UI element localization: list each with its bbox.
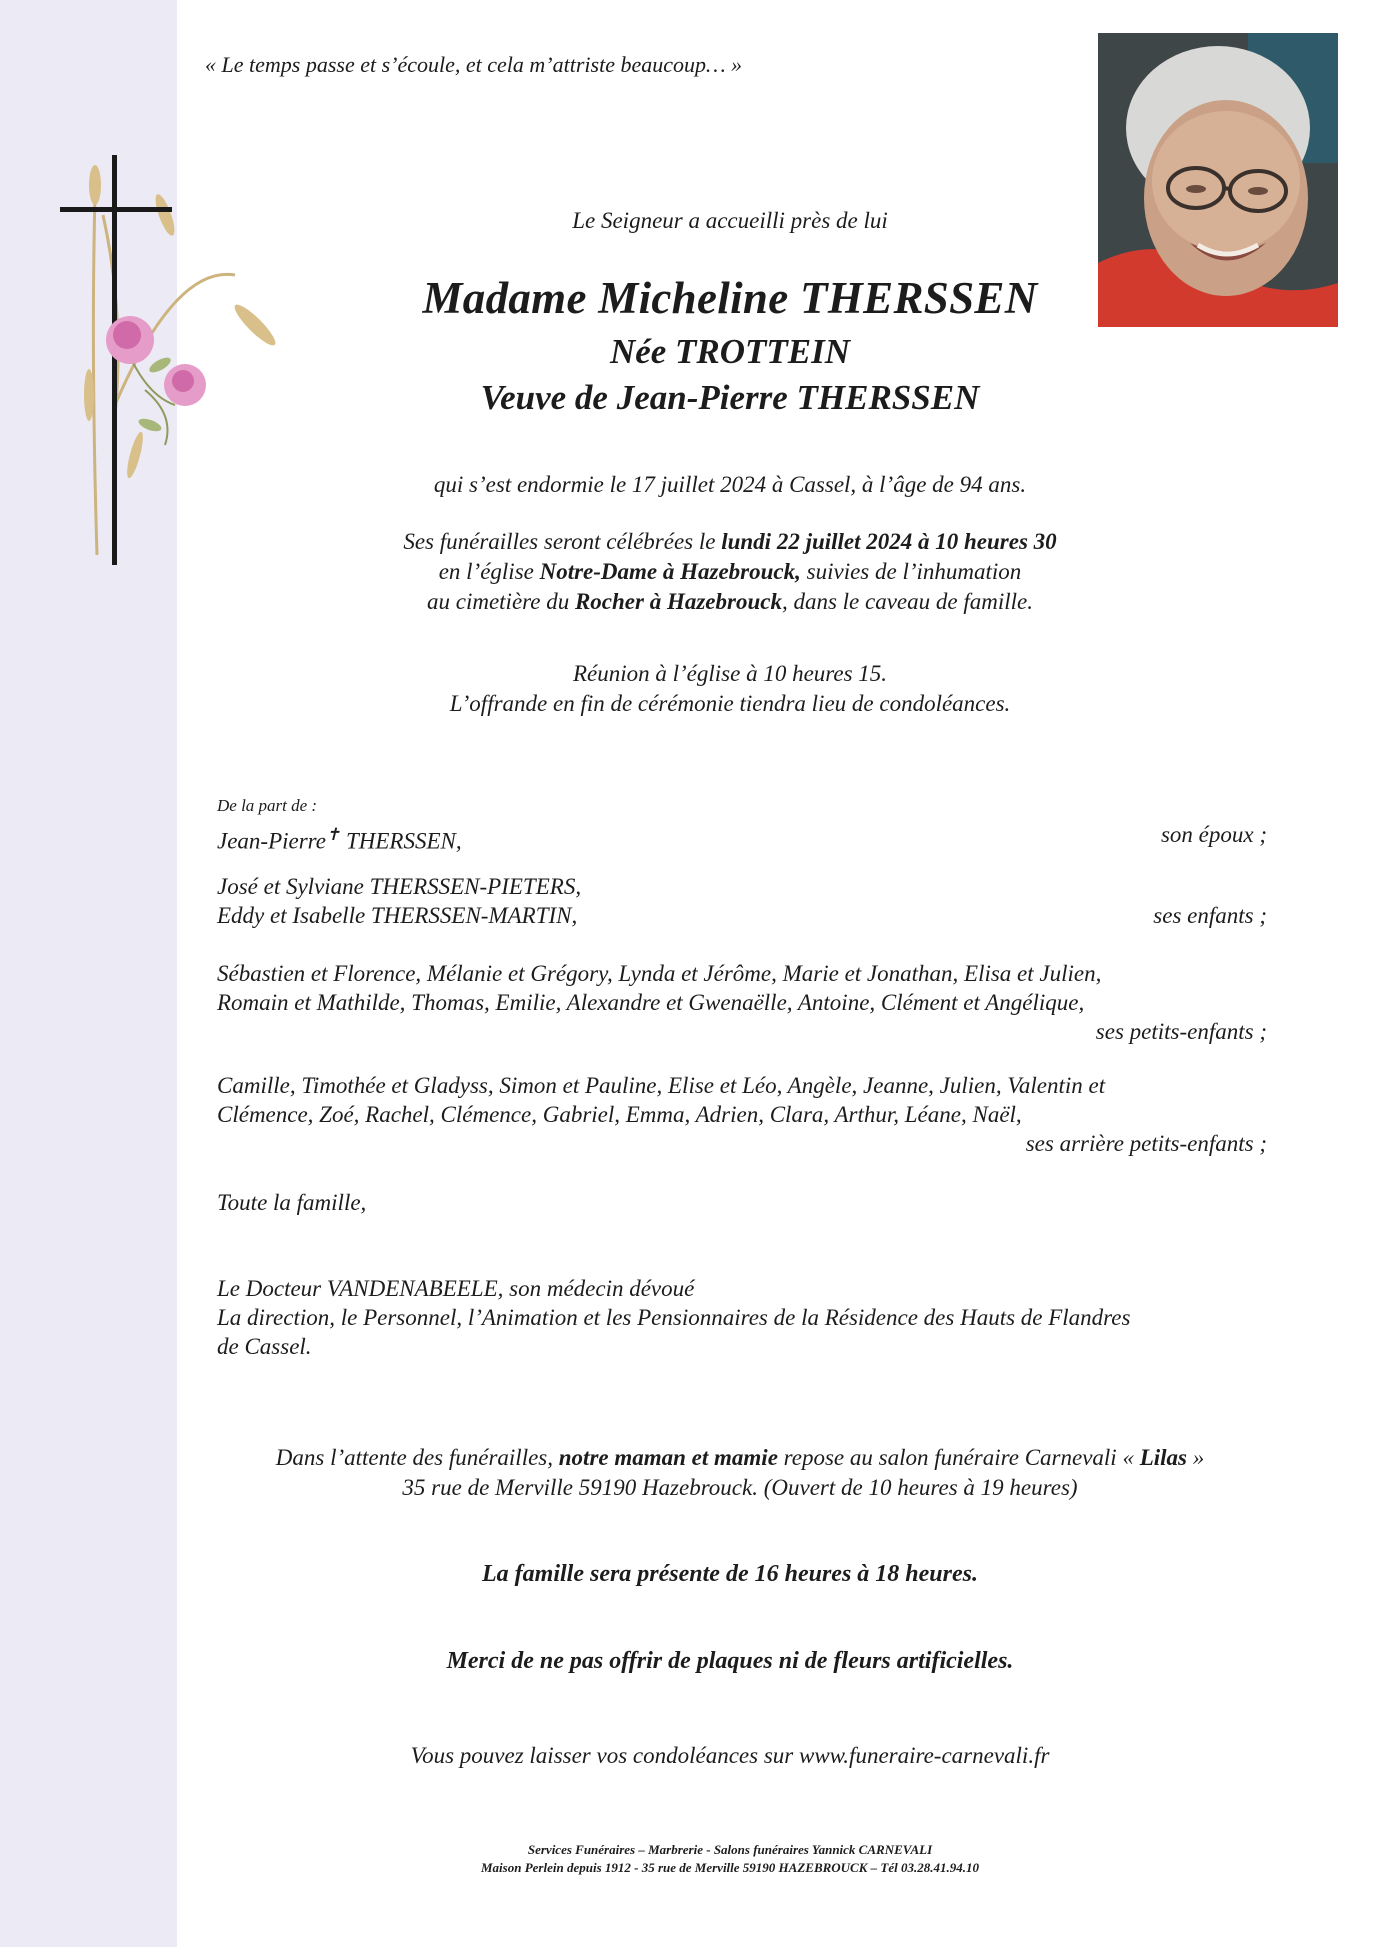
footer-line: Services Funéraires – Marbrerie - Salons funéraires Yannick CARNEVALI (527, 1842, 933, 1857)
deceased-mark: ✝ (325, 825, 341, 844)
footer (330, 1841, 1130, 1877)
child-line: Eddy et Isabelle THERSSEN-MARTIN, (217, 903, 578, 928)
waiting-text: Dans l’attente des funérailles, (275, 1445, 559, 1470)
salon-address: 35 rue de Merville 59190 Hazebrouck. (Ouvert de 10 heures à 19 heures) (402, 1475, 1078, 1500)
deceased-name: Madame Micheline THERSSEN (422, 273, 1038, 323)
spouse-name: Jean-Pierre (217, 828, 326, 854)
salon-name: Lilas (1139, 1445, 1187, 1470)
funeral-text: , dans le caveau de famille. (781, 589, 1033, 614)
funeral-text: Ses funérailles seront célébrées le (403, 529, 722, 554)
care-staff-block (217, 1274, 1267, 1361)
funeral-details (330, 527, 1130, 617)
great-grandchildren-line: Clémence, Zoé, Rachel, Clémence, Gabriel, Emma, Adrien, Clara, Arthur, Léane, Naël, (217, 1102, 1022, 1127)
widow-of: Veuve de Jean-Pierre THERSSEN (480, 378, 980, 417)
spouse-surname: THERSSEN, (340, 828, 462, 854)
portrait-photo (1098, 33, 1338, 327)
cemetery-name: Rocher à Hazebrouck (574, 589, 782, 614)
funeral-text: en l’église (438, 559, 540, 584)
great-grandchildren-role: ses arrière petits-enfants ; (1025, 1131, 1267, 1156)
family-list (217, 791, 1267, 856)
doctor-line: Le Docteur VANDENABEELE, son médecin dévoué (217, 1276, 695, 1301)
grandchildren-line: Sébastien et Florence, Mélanie et Grégory, Lynda et Jérôme, Marie et Jonathan, Elisa et Julien, (217, 961, 1102, 986)
cross-with-roses-illustration (55, 155, 285, 575)
intro-line: Le Seigneur a accueilli près de lui (572, 208, 888, 233)
residence-line: de Cassel. (217, 1334, 312, 1359)
no-plaques-note: Merci de ne pas offrir de plaques ni de fleurs artificielles. (446, 1648, 1014, 1674)
church-name: Notre-Dame à Hazebrouck, (539, 559, 801, 584)
birth-name: Née TROTTEIN (609, 332, 851, 371)
funeral-text: suivies de l’inhumation (800, 559, 1022, 584)
waiting-text: » (1186, 1445, 1205, 1470)
waiting-highlight: notre maman et mamie (558, 1445, 778, 1470)
grandchildren-role: ses petits-enfants ; (1095, 1019, 1267, 1044)
spouse-row (217, 820, 1267, 856)
funeral-date: lundi 22 juillet 2024 à 10 heures 30 (721, 529, 1057, 554)
great-grandchildren-block (217, 1071, 1267, 1158)
funeral-text: au cimetière du (427, 589, 575, 614)
from-label: De la part de : (217, 796, 318, 815)
waiting-info (200, 1443, 1280, 1503)
waiting-text: repose au salon funéraire Carnevali « (777, 1445, 1140, 1470)
children-role: ses enfants ; (1153, 903, 1267, 928)
whole-family: Toute la famille, (217, 1190, 367, 1215)
condolences-website: Vous pouvez laisser vos condoléances sur www.funeraire-carnevali.fr (410, 1743, 1050, 1768)
quote: « Le temps passe et s’écoule, et cela m’attriste beaucoup… » (205, 52, 743, 77)
child-line: José et Sylviane THERSSEN-PIETERS, (217, 874, 582, 899)
family-presence: La famille sera présente de 16 heures à 18 heures. (482, 1561, 978, 1587)
death-line: qui s’est endormie le 17 juillet 2024 à Cassel, à l’âge de 94 ans. (433, 472, 1027, 497)
reunion-details (330, 659, 1130, 719)
residence-line: La direction, le Personnel, l’Animation et les Pensionnaires de la Résidence des Hauts de Flandres (217, 1305, 1131, 1330)
footer-line: Maison Perlein depuis 1912 - 35 rue de Merville 59190 HAZEBROUCK – Tél 03.28.41.94.10 (481, 1860, 979, 1875)
offering-note: L’offrande en fin de cérémonie tiendra lieu de condoléances. (449, 691, 1011, 716)
reunion-time: Réunion à l’église à 10 heures 15. (572, 661, 888, 686)
cross-icon (112, 155, 117, 565)
great-grandchildren-line: Camille, Timothée et Gladyss, Simon et Pauline, Elise et Léo, Angèle, Jeanne, Julien, Valentin et (217, 1073, 1106, 1098)
children-block (217, 872, 1267, 930)
grandchildren-block (217, 959, 1267, 1046)
grandchildren-line: Romain et Mathilde, Thomas, Emilie, Alexandre et Gwenaëlle, Antoine, Clément et Angélique, (217, 990, 1085, 1015)
spouse-role: son époux ; (1160, 822, 1267, 847)
